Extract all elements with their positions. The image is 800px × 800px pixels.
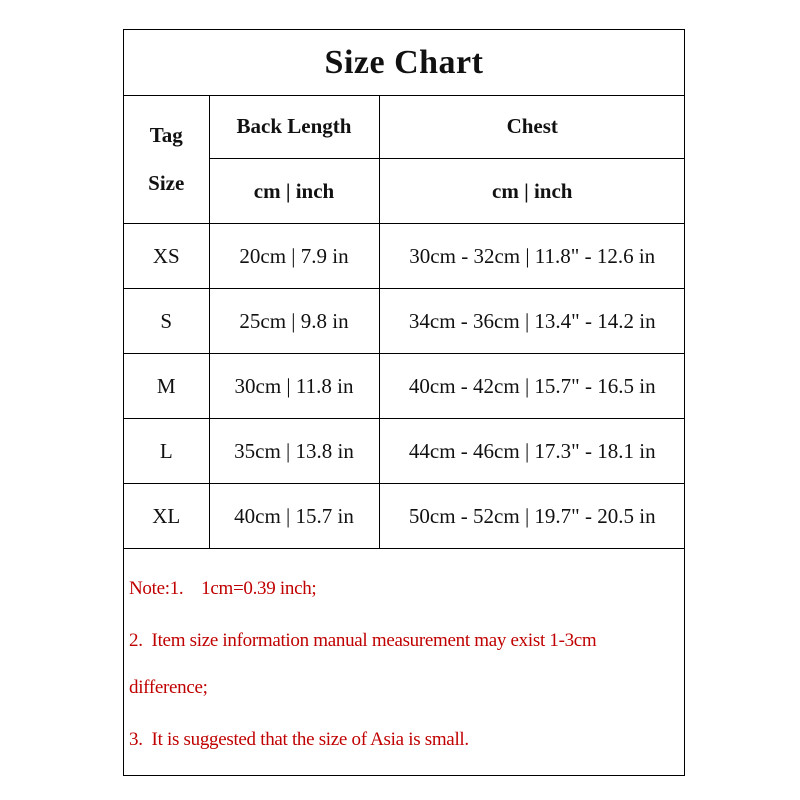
back-length-cell: 30cm | 11.8 in: [209, 354, 379, 419]
back-length-cell: 35cm | 13.8 in: [209, 419, 379, 484]
chest-units: cm | inch: [379, 159, 685, 224]
chest-cell: 30cm - 32cm | 11.8" - 12.6 in: [379, 224, 685, 289]
note-line-3: difference;: [129, 677, 208, 698]
chest-cell: 40cm - 42cm | 15.7" - 16.5 in: [379, 354, 685, 419]
size-cell: L: [124, 419, 209, 484]
chart-title: Size Chart: [124, 30, 684, 96]
tag-size-header-line2: Size: [148, 170, 185, 195]
size-table: [124, 95, 685, 549]
note-line-1: Note:1. 1cm=0.39 inch;: [129, 578, 317, 599]
header-row-units: [124, 159, 685, 224]
chest-header: Chest: [379, 95, 685, 159]
size-cell: M: [124, 354, 209, 419]
back-length-cell: 25cm | 9.8 in: [209, 289, 379, 354]
tag-size-header: [124, 95, 209, 224]
note-line-4: 3. It is suggested that the size of Asia is small.: [129, 729, 469, 750]
table-row: [124, 484, 685, 549]
note-line-2: 2. Item size information manual measurement may exist 1-3cm: [129, 630, 597, 651]
table-row: [124, 224, 685, 289]
back-length-cell: 40cm | 15.7 in: [209, 484, 379, 549]
header-row-top: [124, 95, 685, 159]
size-chart: [123, 29, 685, 776]
chest-cell: 50cm - 52cm | 19.7" - 20.5 in: [379, 484, 685, 549]
table-row: [124, 289, 685, 354]
tag-size-header-line1: Tag: [149, 122, 183, 147]
back-length-header: Back Length: [209, 95, 379, 159]
chest-cell: 44cm - 46cm | 17.3" - 18.1 in: [379, 419, 685, 484]
table-row: [124, 419, 685, 484]
size-cell: S: [124, 289, 209, 354]
back-length-cell: 20cm | 7.9 in: [209, 224, 379, 289]
chest-cell: 34cm - 36cm | 13.4" - 14.2 in: [379, 289, 685, 354]
size-cell: XS: [124, 224, 209, 289]
size-cell: XL: [124, 484, 209, 549]
back-length-units: cm | inch: [209, 159, 379, 224]
table-row: [124, 354, 685, 419]
